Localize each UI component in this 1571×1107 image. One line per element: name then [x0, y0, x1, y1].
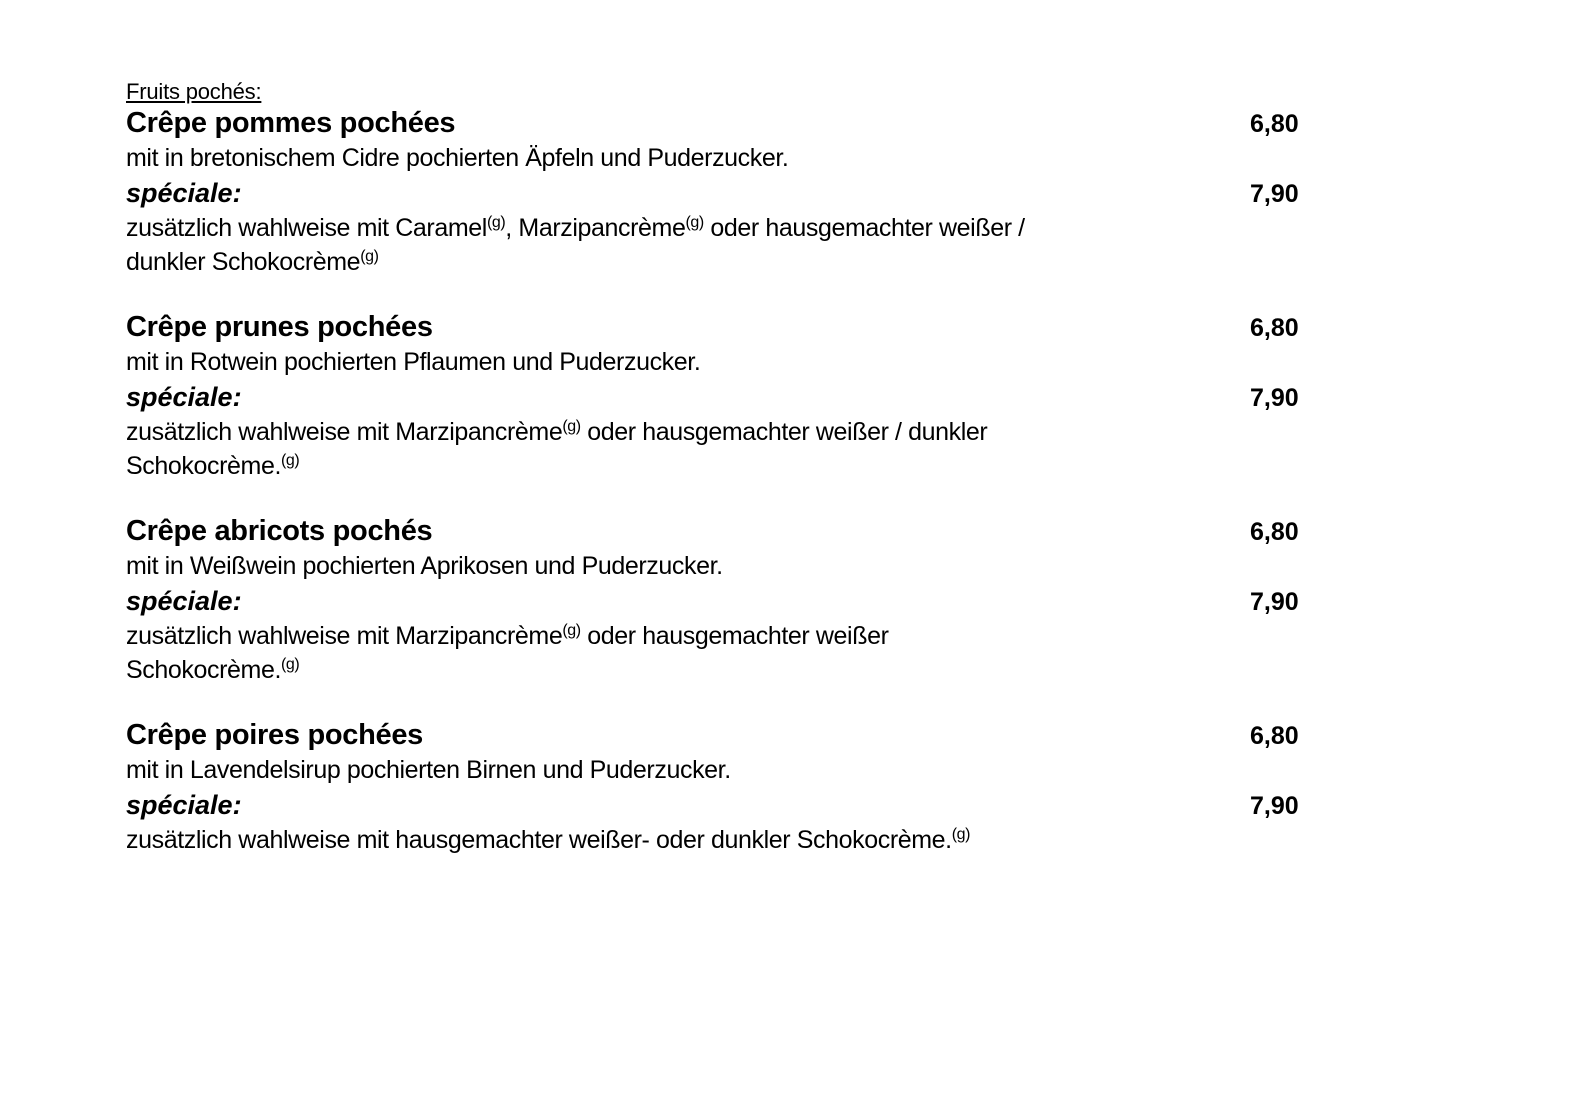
item-title-row [126, 718, 1306, 753]
special-description [126, 823, 1126, 857]
item-description: mit in Weißwein pochierten Aprikosen und Puderzucker. [126, 552, 723, 580]
allergen-mark: (g) [281, 656, 300, 673]
item-name: Crêpe poires pochées [126, 719, 423, 751]
special-price: 7,90 [1250, 792, 1299, 820]
item-description: mit in Lavendelsirup pochierten Birnen und Puderzucker. [126, 756, 731, 784]
allergen-mark: (g) [951, 826, 971, 843]
special-row [126, 176, 1306, 211]
item-title-row [126, 106, 1306, 141]
allergen-mark: (g) [281, 452, 300, 469]
special-text: zusätzlich wahlweise mit hausgemachter weißer- oder dunkler Schokocrème. [126, 826, 952, 854]
menu-item [126, 718, 1306, 857]
special-text: zusätzlich wahlweise mit Marzipancrème [126, 418, 563, 446]
item-price: 6,80 [1250, 722, 1299, 750]
item-price: 6,80 [1250, 314, 1299, 342]
special-text: , Marzipancrème [505, 214, 686, 242]
allergen-mark: (g) [685, 214, 704, 231]
special-price: 7,90 [1250, 588, 1299, 616]
item-title-row [126, 310, 1306, 345]
item-price: 6,80 [1250, 518, 1299, 546]
special-description [126, 415, 1076, 483]
special-text: oder hausgemachter weißer Schokocrème. [126, 622, 889, 684]
item-name: Crêpe pommes pochées [126, 107, 456, 139]
special-label: spéciale: [126, 586, 242, 616]
item-price: 6,80 [1250, 110, 1299, 138]
item-name: Crêpe prunes pochées [126, 311, 433, 343]
allergen-mark: (g) [360, 248, 379, 265]
menu-page [126, 78, 1306, 888]
menu-item [126, 310, 1306, 483]
special-description [126, 211, 1076, 279]
allergen-mark: (g) [562, 622, 581, 639]
special-price: 7,90 [1250, 384, 1299, 412]
special-row [126, 380, 1306, 415]
allergen-mark: (g) [562, 418, 581, 435]
item-description: mit in bretonischem Cidre pochierten Äpfeln und Puderzucker. [126, 144, 789, 172]
item-title-row [126, 514, 1306, 549]
special-text: oder hausgemachter weißer / dunkler Schokocrème. [126, 418, 988, 480]
menu-item [126, 106, 1306, 279]
special-text: oder hausgemachter weißer / dunkler Schokocrème [126, 214, 1025, 276]
section-heading: Fruits pochés: [126, 79, 262, 104]
item-name: Crêpe abricots pochés [126, 515, 433, 547]
special-text: zusätzlich wahlweise mit Marzipancrème [126, 622, 563, 650]
special-label: spéciale: [126, 382, 242, 412]
special-price: 7,90 [1250, 180, 1299, 208]
allergen-mark: (g) [486, 214, 506, 231]
special-label: spéciale: [126, 790, 242, 820]
special-label: spéciale: [126, 178, 242, 208]
item-description: mit in Rotwein pochierten Pflaumen und Puderzucker. [126, 348, 701, 376]
special-text: zusätzlich wahlweise mit Caramel [126, 214, 487, 242]
special-row [126, 788, 1306, 823]
special-description [126, 619, 976, 687]
special-row [126, 584, 1306, 619]
menu-item [126, 514, 1306, 687]
